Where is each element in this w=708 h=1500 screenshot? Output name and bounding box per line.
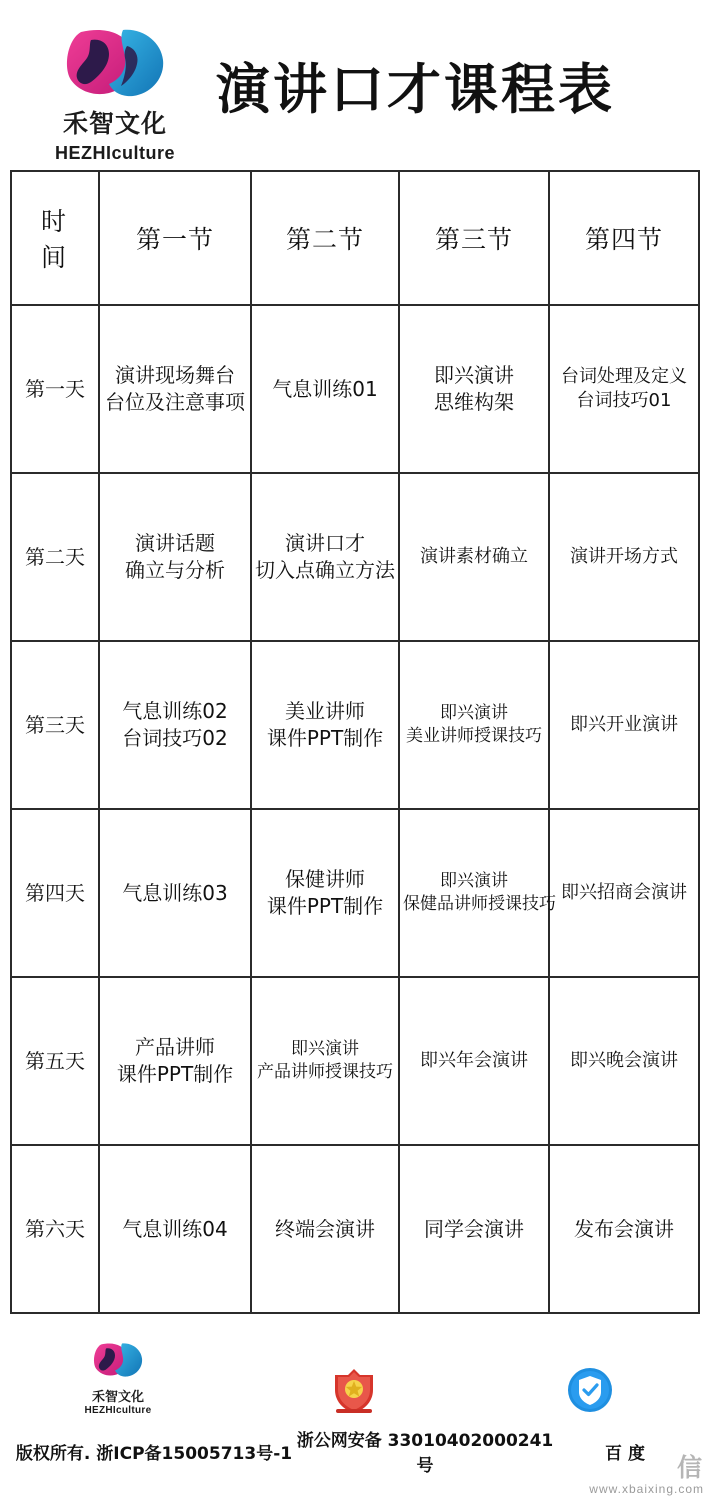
cell-line: 演讲话题 <box>135 531 215 555</box>
cell-line: 课件PPT制作 <box>266 894 384 918</box>
page-title: 演讲口才课程表 <box>216 57 615 121</box>
table-header-row <box>11 171 699 305</box>
cell-line: 产品讲师 <box>135 1035 215 1059</box>
cell-line: 演讲现场舞台 <box>115 363 235 387</box>
cell-line: 气息训练03 <box>122 880 228 905</box>
cell-line: 即兴演讲 <box>291 1039 359 1060</box>
cell-day6-period4 <box>549 1145 699 1313</box>
cell-line: 课件PPT制作 <box>116 1062 234 1086</box>
cell-line: 即兴开业演讲 <box>570 713 678 735</box>
cell-day2-period1 <box>99 473 251 641</box>
cell-line: 气息训练02 <box>122 699 228 723</box>
cell-line: 即兴演讲 <box>440 703 508 724</box>
schedule-table <box>10 170 700 1314</box>
cell-line: 产品讲师授课技巧 <box>257 1062 393 1082</box>
cell-line: 演讲开场方式 <box>570 545 678 567</box>
row-label-day: 第一天 <box>11 305 99 473</box>
hezhi-wave-logo-icon <box>63 24 167 102</box>
shield-check-icon <box>472 1366 708 1416</box>
cell-line: 发布会演讲 <box>574 1216 674 1241</box>
column-header-period-4: 第四节 <box>549 171 699 305</box>
cell-day6-period2 <box>251 1145 399 1313</box>
column-header-period-3: 第三节 <box>399 171 549 305</box>
cell-day2-period3 <box>399 473 549 641</box>
cell-line: 台词技巧01 <box>576 390 672 411</box>
cell-line: 同学会演讲 <box>424 1216 524 1241</box>
brand-logo <box>40 24 190 164</box>
cell-day3-period3 <box>399 641 549 809</box>
cell-line: 演讲口才 <box>285 531 365 555</box>
cell-line: 终端会演讲 <box>275 1216 375 1241</box>
footer-brand-logo <box>0 1340 236 1416</box>
cell-line: 保健品讲师授课技巧 <box>403 894 556 914</box>
cell-day5-period4 <box>549 977 699 1145</box>
page-header <box>0 0 708 170</box>
table-row <box>11 977 699 1145</box>
cell-day1-period1 <box>99 305 251 473</box>
cell-line: 气息训练01 <box>272 376 378 401</box>
cell-day1-period4 <box>549 305 699 473</box>
page-footer <box>0 1340 708 1476</box>
cell-day3-period4 <box>549 641 699 809</box>
cell-day1-period3 <box>399 305 549 473</box>
footer-logo-row <box>0 1340 708 1416</box>
row-label-day: 第五天 <box>11 977 99 1145</box>
brand-name-cn: 禾智文化 <box>62 109 167 138</box>
table-row <box>11 809 699 977</box>
cell-line: 美业讲师 <box>285 699 365 723</box>
cell-day5-period3 <box>399 977 549 1145</box>
cell-line: 即兴年会演讲 <box>420 1049 528 1071</box>
column-header-period-2: 第二节 <box>251 171 399 305</box>
cell-line: 即兴晚会演讲 <box>570 1049 678 1071</box>
footer-brand-name-cn: 禾智文化 <box>91 1390 144 1405</box>
row-label-day: 第三天 <box>11 641 99 809</box>
cell-line: 思维构架 <box>434 390 514 414</box>
table-body <box>11 305 699 1313</box>
cell-line: 即兴招商会演讲 <box>561 881 687 903</box>
column-header-period-1: 第一节 <box>99 171 251 305</box>
footer-brand-name-en: HEZHIculture <box>84 1405 152 1416</box>
cell-day5-period1 <box>99 977 251 1145</box>
cell-line: 即兴演讲 <box>434 363 514 387</box>
schedule-table-wrapper <box>0 170 708 1314</box>
cell-line: 台词处理及定义 <box>561 365 687 387</box>
footer-text-row <box>10 1426 698 1476</box>
cell-day2-period2 <box>251 473 399 641</box>
cell-line: 即兴演讲 <box>440 871 508 892</box>
cell-day4-period3 <box>399 809 556 977</box>
hezhi-wave-logo-icon <box>92 1340 144 1385</box>
cell-line: 美业讲师授课技巧 <box>406 726 542 746</box>
cell-line: 台词技巧02 <box>122 726 228 750</box>
table-row <box>11 641 699 809</box>
cell-line: 台位及注意事项 <box>105 390 245 414</box>
cell-line: 确立与分析 <box>125 558 225 582</box>
cell-day4-period1 <box>99 809 251 977</box>
table-row <box>11 473 699 641</box>
brand-name-en: HEZHIculture <box>54 143 175 163</box>
table-header <box>11 171 699 305</box>
cell-day6-period3 <box>399 1145 549 1313</box>
row-label-day: 第六天 <box>11 1145 99 1313</box>
cell-day5-period2 <box>251 977 399 1145</box>
cell-line: 切入点确立方法 <box>255 558 395 582</box>
cell-line: 演讲素材确立 <box>420 545 528 567</box>
copyright-text: 版权所有. 浙ICP备15005713号-1 <box>15 1443 293 1464</box>
table-row <box>11 305 699 473</box>
row-label-day: 第二天 <box>11 473 99 641</box>
cell-line: 课件PPT制作 <box>266 726 384 750</box>
baidu-link[interactable]: 百 度 <box>605 1443 645 1464</box>
row-label-day: 第四天 <box>11 809 99 977</box>
column-header-time: 时 间 <box>11 171 99 305</box>
watermark-url: www.xbaixing.com <box>589 1482 704 1496</box>
cell-day3-period2 <box>251 641 399 809</box>
cell-line: 保健讲师 <box>285 867 365 891</box>
cell-line: 气息训练04 <box>122 1216 228 1241</box>
cell-day6-period1 <box>99 1145 251 1313</box>
cell-day1-period2 <box>251 305 399 473</box>
cell-day2-period4 <box>549 473 699 641</box>
cell-day4-period2 <box>251 809 399 977</box>
cell-day4-period4 <box>549 809 699 977</box>
cell-day3-period1 <box>99 641 251 809</box>
table-row <box>11 1145 699 1313</box>
police-badge-icon <box>236 1366 472 1416</box>
police-record-link[interactable]: 浙公网安备 33010402000241号 <box>296 1431 554 1476</box>
watermark-main: 信 <box>676 1453 704 1482</box>
